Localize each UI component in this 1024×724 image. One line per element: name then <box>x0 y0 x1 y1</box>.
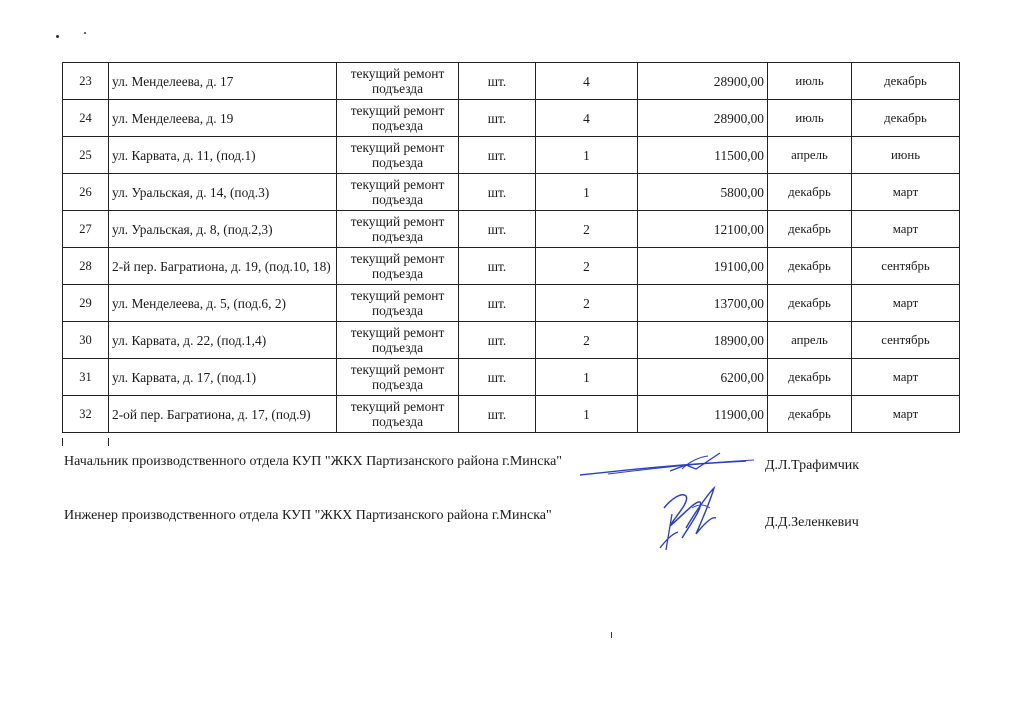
end-month-cell: март <box>852 396 960 433</box>
quantity-cell: 1 <box>536 359 638 396</box>
quantity-cell: 1 <box>536 137 638 174</box>
unit-cell: шт. <box>459 285 536 322</box>
table-tail-line <box>62 438 63 446</box>
end-month-cell: сентябрь <box>852 322 960 359</box>
row-number: 29 <box>63 285 109 322</box>
engineer-name-text: Д.Д.Зеленкевич <box>765 515 859 530</box>
end-month-cell: март <box>852 211 960 248</box>
table-row <box>63 100 960 137</box>
cost-cell: 11900,00 <box>638 396 768 433</box>
address-cell: ул. Уральская, д. 14, (под.3) <box>109 174 337 211</box>
start-month-cell: апрель <box>768 137 852 174</box>
row-number: 23 <box>63 63 109 100</box>
address-cell: ул. Уральская, д. 8, (под.2,3) <box>109 211 337 248</box>
address-cell: ул. Менделеева, д. 17 <box>109 63 337 100</box>
unit-cell: шт. <box>459 322 536 359</box>
work-type-cell: текущий ремонт подъезда <box>337 137 459 174</box>
quantity-cell: 1 <box>536 396 638 433</box>
cost-cell: 13700,00 <box>638 285 768 322</box>
address-cell: ул. Карвата, д. 17, (под.1) <box>109 359 337 396</box>
address-cell: ул. Менделеева, д. 5, (под.6, 2) <box>109 285 337 322</box>
repair-schedule-table <box>62 62 960 433</box>
start-month-cell: апрель <box>768 322 852 359</box>
start-month-cell: декабрь <box>768 359 852 396</box>
unit-cell: шт. <box>459 211 536 248</box>
scan-speck <box>611 632 612 638</box>
quantity-cell: 1 <box>536 174 638 211</box>
scan-speck <box>84 32 86 34</box>
scan-speck <box>56 35 59 38</box>
row-number: 27 <box>63 211 109 248</box>
row-number: 28 <box>63 248 109 285</box>
row-number: 25 <box>63 137 109 174</box>
quantity-cell: 2 <box>536 248 638 285</box>
unit-cell: шт. <box>459 174 536 211</box>
table-row <box>63 211 960 248</box>
work-type-cell: текущий ремонт подъезда <box>337 63 459 100</box>
head-position-text: Начальник производственного отдела КУП "ЖКХ Партизанского района г.Минска" <box>64 454 562 469</box>
address-cell: ул. Карвата, д. 11, (под.1) <box>109 137 337 174</box>
address-cell: 2-й пер. Багратиона, д. 19, (под.10, 18) <box>109 248 337 285</box>
work-type-cell: текущий ремонт подъезда <box>337 100 459 137</box>
quantity-cell: 4 <box>536 100 638 137</box>
cost-cell: 18900,00 <box>638 322 768 359</box>
table-row <box>63 174 960 211</box>
table-tail <box>62 438 959 446</box>
engineer-signature <box>652 478 732 559</box>
work-type-cell: текущий ремонт подъезда <box>337 322 459 359</box>
end-month-cell: сентябрь <box>852 248 960 285</box>
address-cell: 2-ой пер. Багратиона, д. 17, (под.9) <box>109 396 337 433</box>
address-cell: ул. Менделеева, д. 19 <box>109 100 337 137</box>
engineer-position-text: Инженер производственного отдела КУП "ЖКХ Партизанского района г.Минска" <box>64 508 552 523</box>
row-number: 30 <box>63 322 109 359</box>
start-month-cell: декабрь <box>768 285 852 322</box>
row-number: 32 <box>63 396 109 433</box>
work-type-cell: текущий ремонт подъезда <box>337 396 459 433</box>
work-type-cell: текущий ремонт подъезда <box>337 211 459 248</box>
work-type-cell: текущий ремонт подъезда <box>337 248 459 285</box>
cost-cell: 5800,00 <box>638 174 768 211</box>
table-row <box>63 359 960 396</box>
cost-cell: 19100,00 <box>638 248 768 285</box>
cost-cell: 28900,00 <box>638 100 768 137</box>
end-month-cell: декабрь <box>852 100 960 137</box>
end-month-cell: июнь <box>852 137 960 174</box>
start-month-cell: июль <box>768 100 852 137</box>
quantity-cell: 2 <box>536 322 638 359</box>
unit-cell: шт. <box>459 137 536 174</box>
quantity-cell: 2 <box>536 285 638 322</box>
cost-cell: 28900,00 <box>638 63 768 100</box>
table-body <box>63 63 960 433</box>
row-number: 24 <box>63 100 109 137</box>
cost-cell: 11500,00 <box>638 137 768 174</box>
quantity-cell: 4 <box>536 63 638 100</box>
address-cell: ул. Карвата, д. 22, (под.1,4) <box>109 322 337 359</box>
table-row <box>63 322 960 359</box>
cost-cell: 12100,00 <box>638 211 768 248</box>
cost-cell: 6200,00 <box>638 359 768 396</box>
start-month-cell: декабрь <box>768 211 852 248</box>
unit-cell: шт. <box>459 396 536 433</box>
row-number: 31 <box>63 359 109 396</box>
work-type-cell: текущий ремонт подъезда <box>337 174 459 211</box>
start-month-cell: июль <box>768 63 852 100</box>
unit-cell: шт. <box>459 248 536 285</box>
start-month-cell: декабрь <box>768 174 852 211</box>
quantity-cell: 2 <box>536 211 638 248</box>
row-number: 26 <box>63 174 109 211</box>
table-tail-line <box>108 438 109 446</box>
start-month-cell: декабрь <box>768 248 852 285</box>
unit-cell: шт. <box>459 359 536 396</box>
work-type-cell: текущий ремонт подъезда <box>337 359 459 396</box>
end-month-cell: март <box>852 285 960 322</box>
end-month-cell: март <box>852 174 960 211</box>
table-row <box>63 396 960 433</box>
end-month-cell: март <box>852 359 960 396</box>
table-row <box>63 63 960 100</box>
unit-cell: шт. <box>459 100 536 137</box>
start-month-cell: декабрь <box>768 396 852 433</box>
head-name-text: Д.Л.Трафимчик <box>765 458 860 473</box>
table-row <box>63 285 960 322</box>
unit-cell: шт. <box>459 63 536 100</box>
table-row <box>63 137 960 174</box>
end-month-cell: декабрь <box>852 63 960 100</box>
work-type-cell: текущий ремонт подъезда <box>337 285 459 322</box>
table-row <box>63 248 960 285</box>
